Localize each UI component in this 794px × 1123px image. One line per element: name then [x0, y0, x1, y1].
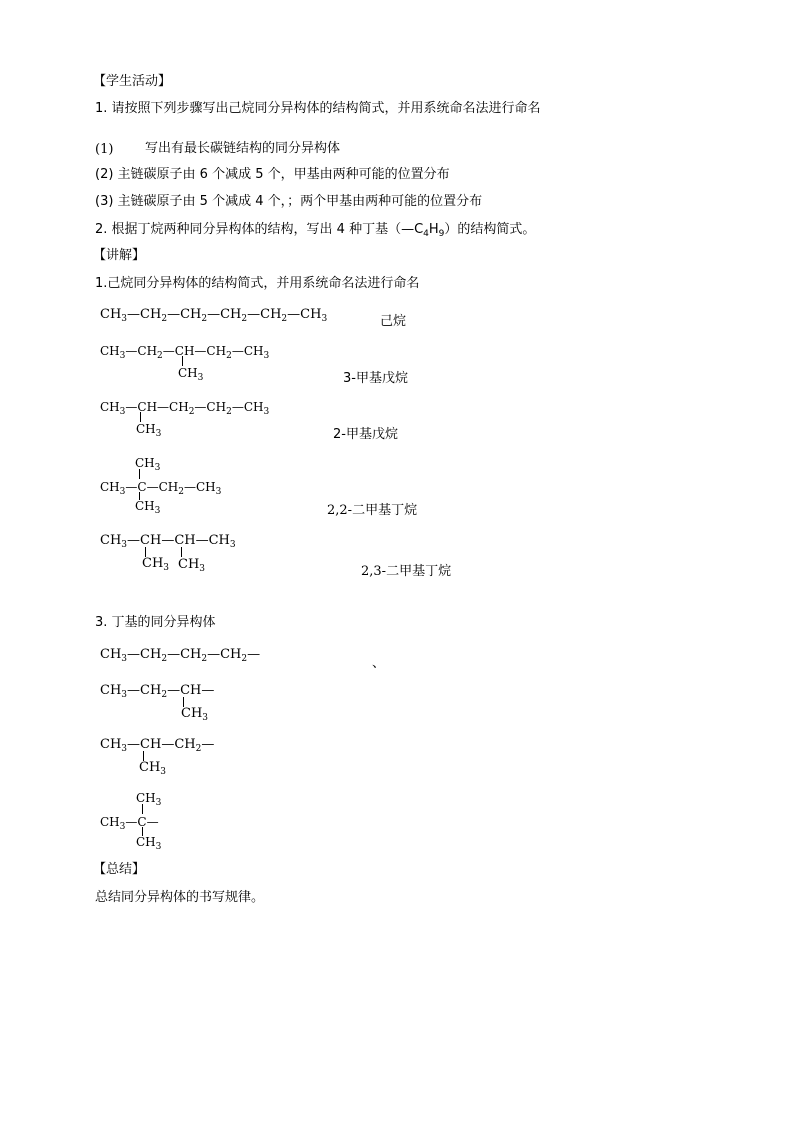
- branch-bond: [140, 412, 141, 422]
- section-heading-activity: 【学生活动】: [93, 74, 172, 89]
- branch-ch3-bottom: $CH_3$: [135, 499, 161, 516]
- name-hexane: 己烷: [380, 314, 407, 329]
- section-heading-summary: 【总结】: [93, 862, 146, 877]
- step-2: (2) 主链碳原子由 6 个减成 5 个，甲基由两种可能的位置分布: [95, 167, 450, 182]
- formula-hexane: $CH_3—CH_2—CH_2—CH_2—CH_2—CH_3$: [100, 307, 328, 324]
- branch-ch3: $CH_3$: [136, 422, 162, 439]
- branch-ch3-top: $CH_3$: [136, 791, 162, 808]
- branch-ch3-top: $CH_3$: [135, 456, 161, 473]
- name-3-methylpentane: 3-甲基戊烷: [343, 371, 408, 386]
- branch-bond: [182, 356, 183, 366]
- stray-mark: 、: [372, 656, 386, 671]
- summary-text: 总结同分异构体的书写规律。: [95, 890, 265, 905]
- step-1-text: 写出有最长碳链结构的同分异构体: [145, 141, 341, 156]
- formula-2-3-dimethylbutane: $CH_3—CH—CH—CH_3$: [100, 533, 236, 550]
- question-2: 2. 根据丁烷两种同分异构体的结构，写出 4 种丁基$(—C_4H_9)$的结构简式。: [95, 222, 536, 239]
- branch-ch3: $CH_3$: [139, 760, 167, 777]
- lecture-item-1: 1.己烷同分异构体的结构简式，并用系统命名法进行命名: [95, 276, 420, 291]
- branch-ch3-bottom: $CH_3$: [136, 835, 162, 852]
- branch-bond: [139, 469, 140, 479]
- branch-ch3: $CH_3$: [178, 557, 206, 574]
- formula-n-butyl: $CH_3—CH_2—CH_2—CH_2—$: [100, 647, 261, 664]
- section-heading-lecture: 【讲解】: [93, 248, 146, 263]
- formula-3-methylpentane: $CH_3—CH_2—CH—CH_2—CH_3$: [100, 344, 270, 361]
- name-2-2-dimethylbutane: 2,2-二甲基丁烷: [327, 503, 418, 518]
- formula-isobutyl: $CH_3—CH—CH_2—$: [100, 737, 215, 754]
- branch-bond: [142, 804, 143, 814]
- question-1: 1. 请按照下列步骤写出己烷同分异构体的结构简式，并用系统命名法进行命名: [95, 101, 541, 116]
- formula-sec-butyl: $CH_3—CH_2—CH—$: [100, 683, 215, 700]
- branch-ch3: $CH_3$: [142, 556, 170, 573]
- name-2-3-dimethylbutane: 2,3-二甲基丁烷: [361, 564, 452, 579]
- step-3: (3) 主链碳原子由 5 个减成 4 个，；两个甲基由两种可能的位置分布: [95, 194, 483, 209]
- formula-2-2-dimethylbutane: $CH_3—C—CH_2—CH_3$: [100, 480, 222, 497]
- branch-ch3: $CH_3$: [181, 706, 209, 723]
- branch-bond: [181, 547, 182, 557]
- lecture-item-3: 3. 丁基的同分异构体: [95, 615, 216, 630]
- name-2-methylpentane: 2-甲基戊烷: [333, 427, 398, 442]
- step-1-number: (1): [95, 142, 114, 157]
- formula-2-methylpentane: $CH_3—CH—CH_2—CH_2—CH_3$: [100, 400, 270, 417]
- branch-ch3: $CH_3$: [178, 366, 204, 383]
- formula-tert-butyl: $CH_3—C—$: [100, 815, 159, 832]
